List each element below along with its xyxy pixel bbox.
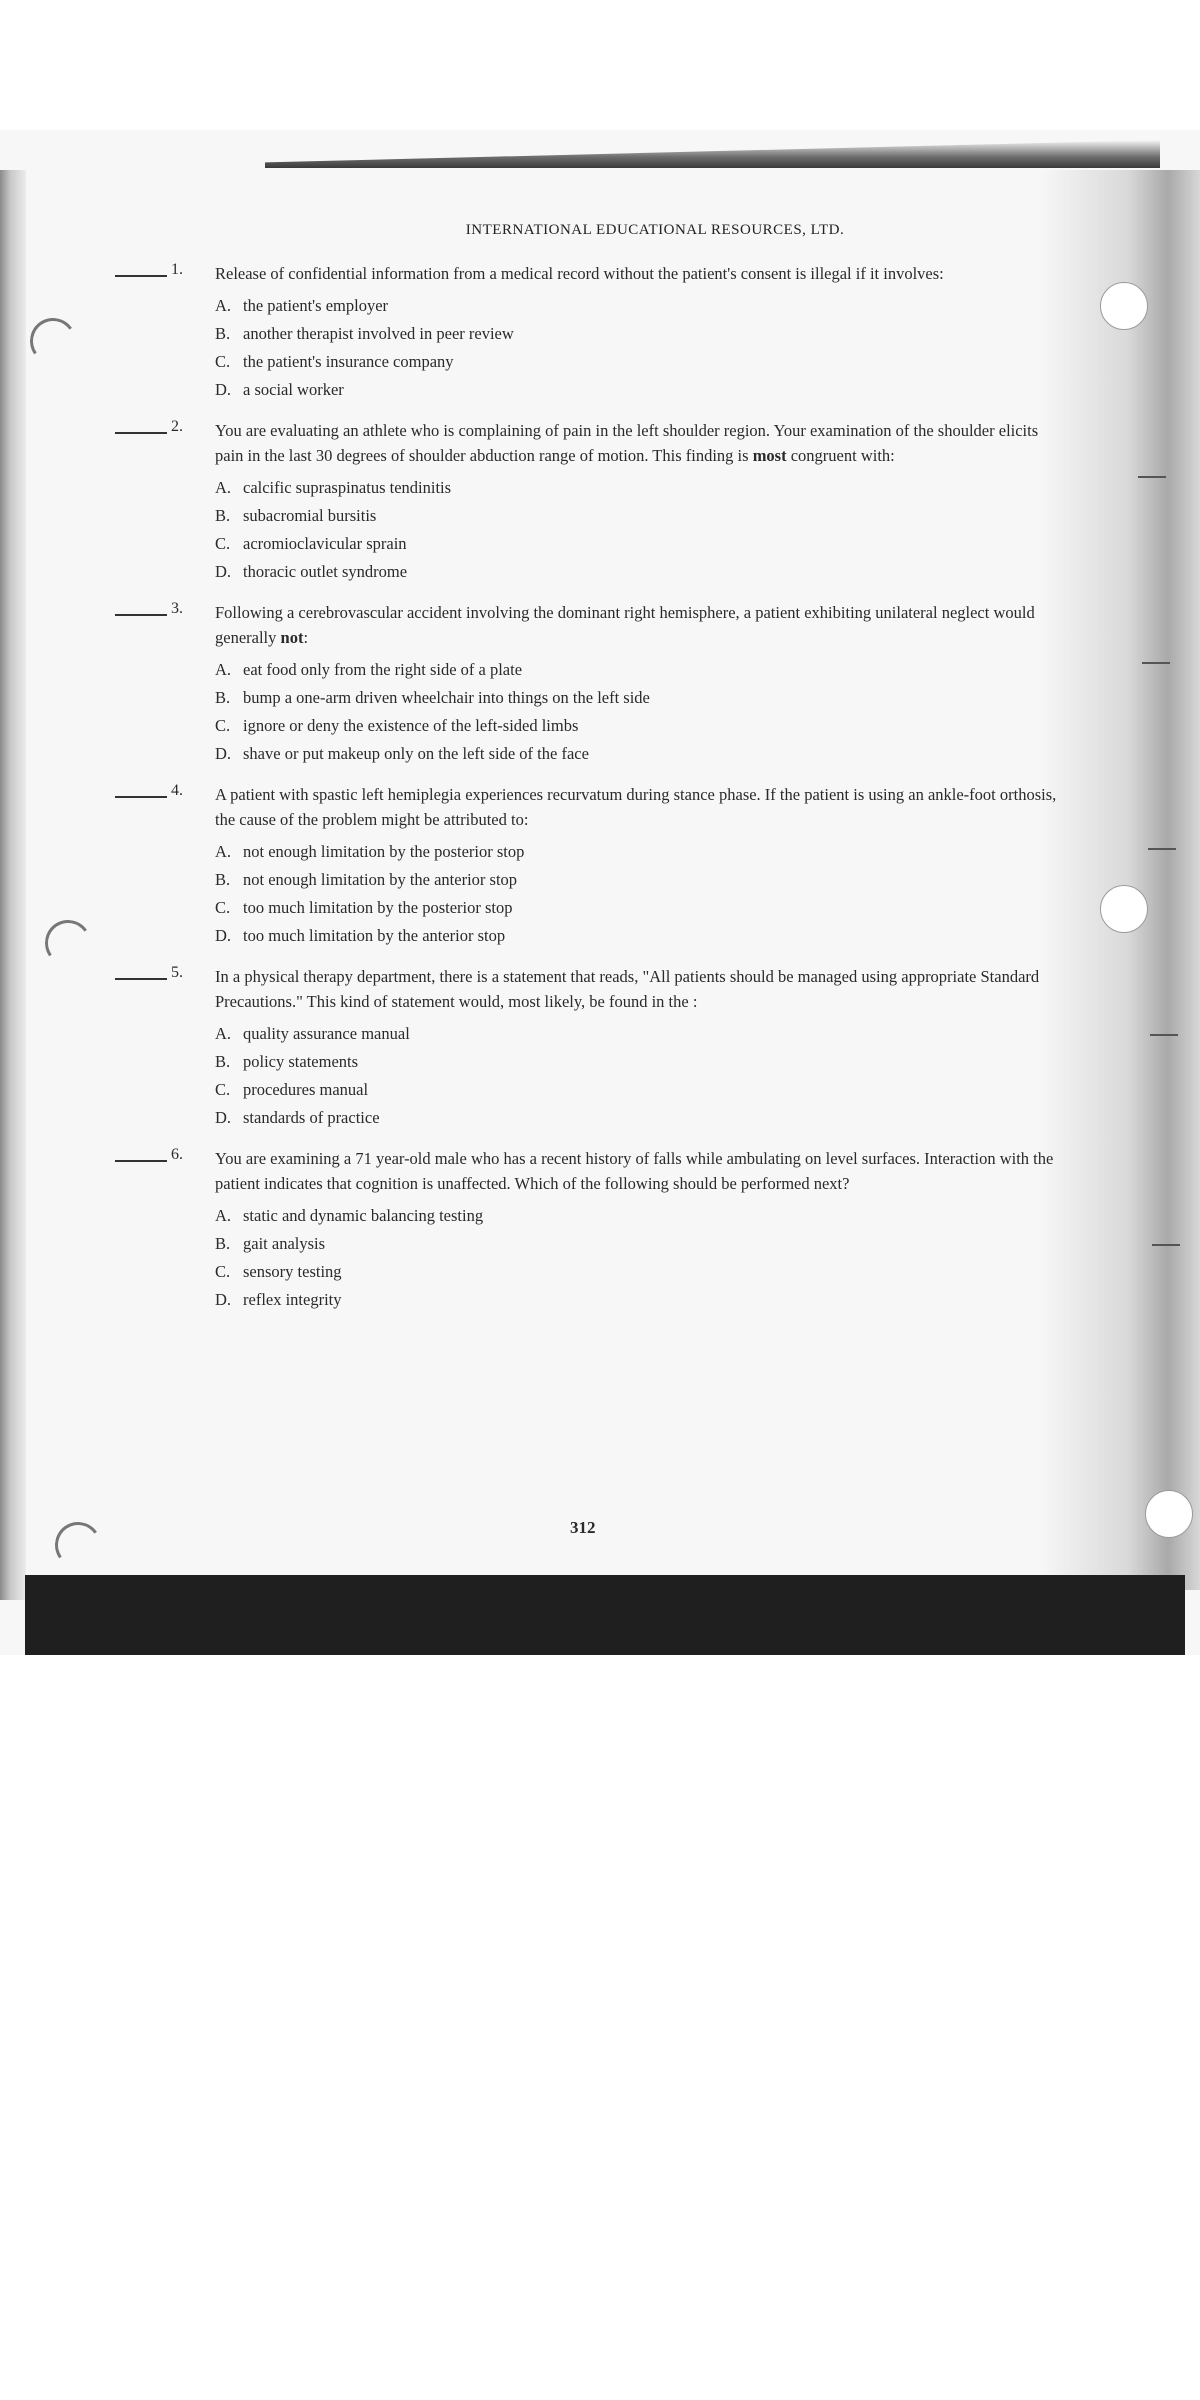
answer-blank [115, 432, 167, 434]
option-c: C. ignore or deny the existence of the left-sided limbs [215, 716, 579, 735]
question-number: 6. [171, 1146, 183, 1163]
question-number: 2. [171, 418, 183, 435]
answer-blank [115, 614, 167, 616]
margin-tick [1142, 662, 1170, 664]
question-4 [115, 782, 1065, 950]
answer-blank [115, 275, 167, 277]
question-text: A patient with spastic left hemiplegia experiences recurvatum during stance phase. If the patient is using an ankle-foot orthosis, the cause of the problem might be attributed to: [215, 785, 1057, 829]
question-number: 3. [171, 600, 183, 617]
scan-top-shadow [265, 140, 1160, 168]
option-c: C. too much limitation by the posterior stop [215, 898, 513, 917]
margin-tick [1148, 848, 1176, 850]
answer-blank [115, 1160, 167, 1162]
answer-options [215, 474, 1065, 586]
option-a: A. static and dynamic balancing testing [215, 1206, 484, 1225]
question-2 [115, 418, 1065, 586]
question-number: 1. [171, 261, 183, 278]
scan-bottom-shadow [25, 1575, 1185, 1655]
option-d: D. too much limitation by the anterior stop [215, 926, 506, 945]
binder-hole-top [1100, 282, 1148, 330]
option-c: C. the patient's insurance company [215, 352, 454, 371]
option-d: D. a social worker [215, 380, 344, 399]
question-text: You are examining a 71 year-old male who has a recent history of falls while ambulating on level surfaces. Interaction with the patient indicates that cognition is unaffected. Which of the following should be performed next? [215, 1149, 1054, 1193]
question-text: You are evaluating an athlete who is complaining of pain in the left shoulder region. Your examination of the shoulder elicits pain in the last 30 degrees of shoulder abduction range of motion. This finding is most congruent with: [215, 421, 1039, 465]
option-d: D. thoracic outlet syndrome [215, 562, 408, 581]
option-c: C. acromioclavicular sprain [215, 534, 407, 553]
answer-options [215, 1020, 1065, 1132]
option-b: B. gait analysis [215, 1234, 326, 1253]
option-c: C. sensory testing [215, 1262, 342, 1281]
page-number: 312 [570, 1518, 596, 1537]
answer-options [215, 1202, 1065, 1314]
margin-tick [1150, 1034, 1178, 1036]
option-d: D. shave or put makeup only on the left side of the face [215, 744, 589, 763]
option-b: B. bump a one-arm driven wheelchair into things on the left side [215, 688, 650, 707]
question-text: In a physical therapy department, there is a statement that reads, "All patients should be managed using appropriate Standard Precautions." This kind of statement would, most likely, be found in the : [215, 967, 1040, 1011]
question-5 [115, 964, 1065, 1132]
answer-blank [115, 978, 167, 980]
answer-options [215, 656, 1065, 768]
document-page [115, 222, 1065, 1328]
option-b: B. another therapist involved in peer review [215, 324, 514, 343]
option-c: C. procedures manual [215, 1080, 369, 1099]
question-number: 5. [171, 964, 183, 981]
margin-tick [1152, 1244, 1180, 1246]
option-a: A. eat food only from the right side of a plate [215, 660, 523, 679]
question-6 [115, 1146, 1065, 1314]
option-d: D. reflex integrity [215, 1290, 342, 1309]
question-1 [115, 261, 1065, 404]
answer-options [215, 838, 1065, 950]
question-text: Following a cerebrovascular accident involving the dominant right hemisphere, a patient exhibiting unilateral neglect would generally not: [215, 603, 1035, 647]
binder-hole-middle [1100, 885, 1148, 933]
option-a: A. calcific supraspinatus tendinitis [215, 478, 452, 497]
option-a: A. not enough limitation by the posterior stop [215, 842, 525, 861]
question-3 [115, 600, 1065, 768]
binder-hole-bottom [1145, 1490, 1193, 1538]
option-a: A. the patient's employer [215, 296, 389, 315]
option-a: A. quality assurance manual [215, 1024, 410, 1043]
question-text: Release of confidential information from a medical record without the patient's consent is illegal if it involves: [215, 264, 944, 283]
binder-left-edge [0, 170, 26, 1600]
option-b: B. not enough limitation by the anterior stop [215, 870, 518, 889]
margin-tick [1138, 476, 1166, 478]
answer-options [215, 292, 1065, 404]
option-b: B. subacromial bursitis [215, 506, 377, 525]
question-number: 4. [171, 782, 183, 799]
option-d: D. standards of practice [215, 1108, 380, 1127]
option-b: B. policy statements [215, 1052, 359, 1071]
page-header: INTERNATIONAL EDUCATIONAL RESOURCES, LTD. [465, 222, 845, 238]
answer-blank [115, 796, 167, 798]
